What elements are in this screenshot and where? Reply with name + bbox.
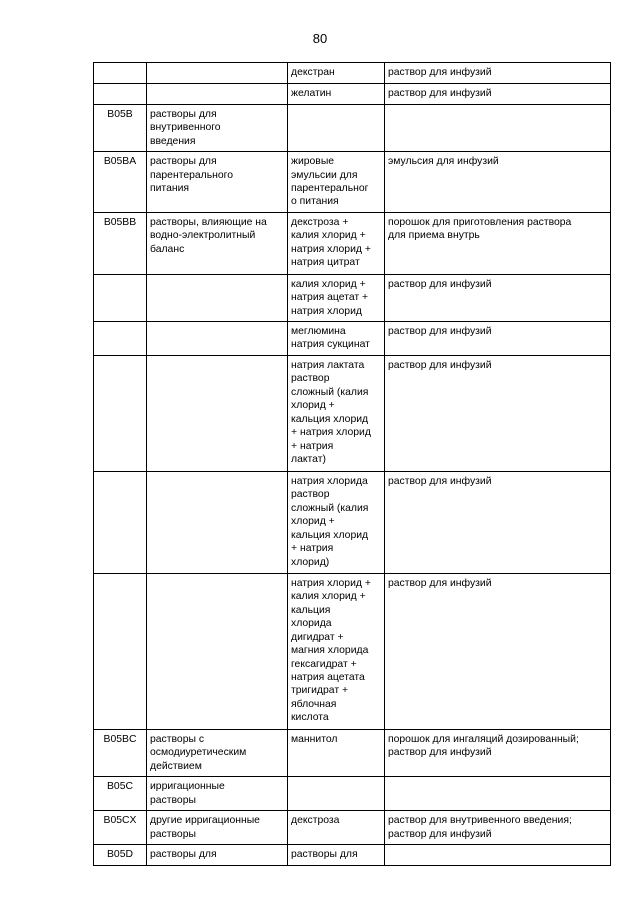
dosage-form-cell	[385, 845, 611, 865]
atc-code-cell: B05D	[94, 845, 147, 865]
atc-code-cell: B05B	[94, 105, 147, 152]
atc-code-cell: B05BA	[94, 152, 147, 213]
group-name-cell	[147, 84, 288, 105]
dosage-form-cell: раствор для инфузий	[385, 356, 611, 472]
dosage-form-cell: раствор для инфузий	[385, 84, 611, 105]
dosage-form-cell	[385, 777, 611, 811]
atc-code-cell: B05BC	[94, 730, 147, 777]
drug-classification-table	[93, 62, 611, 866]
drug-name-cell: растворы для	[288, 845, 385, 865]
drug-name-cell: желатин	[288, 84, 385, 105]
drug-name-cell: натрия хлорида раствор сложный (калия хлорид + кальция хлорид + натрия хлорид)	[288, 472, 385, 574]
table-row	[94, 472, 611, 574]
drug-name-cell: маннитол	[288, 730, 385, 777]
atc-code-cell	[94, 274, 147, 321]
group-name-cell	[147, 574, 288, 730]
dosage-form-cell: порошок для приготовления раствора для приема внутрь	[385, 212, 611, 274]
drug-name-cell: калия хлорид + натрия ацетат + натрия хлорид	[288, 274, 385, 321]
group-name-cell	[147, 356, 288, 472]
drug-name-cell: натрия хлорид + калия хлорид + кальция хлорида дигидрат + магния хлорида гексагидрат + натрия ацетата тригидрат + яблочная кислота	[288, 574, 385, 730]
table-row	[94, 777, 611, 811]
table-row	[94, 845, 611, 865]
atc-code-cell: B05BB	[94, 212, 147, 274]
drug-name-cell	[288, 105, 385, 152]
atc-code-cell	[94, 574, 147, 730]
atc-code-cell	[94, 63, 147, 84]
table-row	[94, 212, 611, 274]
dosage-form-cell: раствор для инфузий	[385, 574, 611, 730]
drug-name-cell: жировые эмульсии для парентеральног о питания	[288, 152, 385, 213]
table-row	[94, 152, 611, 213]
table-row	[94, 322, 611, 356]
drug-name-cell: меглюмина натрия сукцинат	[288, 322, 385, 356]
group-name-cell: другие ирригационные растворы	[147, 811, 288, 845]
group-name-cell: растворы для внутривенного введения	[147, 105, 288, 152]
group-name-cell: растворы с осмодиуретическим действием	[147, 730, 288, 777]
table-row	[94, 63, 611, 84]
drug-name-cell: декстроза + калия хлорид + натрия хлорид + натрия цитрат	[288, 212, 385, 274]
dosage-form-cell: раствор для инфузий	[385, 274, 611, 321]
atc-code-cell	[94, 472, 147, 574]
group-name-cell: растворы, влияющие на водно-электролитный баланс	[147, 212, 288, 274]
atc-code-cell: B05CX	[94, 811, 147, 845]
group-name-cell	[147, 63, 288, 84]
table-row	[94, 730, 611, 777]
atc-code-cell: B05C	[94, 777, 147, 811]
atc-code-cell	[94, 322, 147, 356]
group-name-cell	[147, 322, 288, 356]
atc-code-cell	[94, 84, 147, 105]
table-row	[94, 574, 611, 730]
group-name-cell: растворы для	[147, 845, 288, 865]
dosage-form-cell: раствор для инфузий	[385, 63, 611, 84]
group-name-cell: растворы для парентерального питания	[147, 152, 288, 213]
group-name-cell	[147, 472, 288, 574]
dosage-form-cell	[385, 105, 611, 152]
dosage-form-cell: раствор для внутривенного введения; раствор для инфузий	[385, 811, 611, 845]
dosage-form-cell: порошок для ингаляций дозированный; раствор для инфузий	[385, 730, 611, 777]
table-row	[94, 105, 611, 152]
group-name-cell	[147, 274, 288, 321]
dosage-form-cell: эмульсия для инфузий	[385, 152, 611, 213]
table-row	[94, 356, 611, 472]
table-row	[94, 274, 611, 321]
dosage-form-cell: раствор для инфузий	[385, 472, 611, 574]
drug-name-cell: декстроза	[288, 811, 385, 845]
table-row	[94, 84, 611, 105]
drug-name-cell: декстран	[288, 63, 385, 84]
drug-name-cell: натрия лактата раствор сложный (калия хлорид + кальция хлорид + натрия хлорид + натрия лактат)	[288, 356, 385, 472]
atc-code-cell	[94, 356, 147, 472]
page-number: 80	[312, 31, 328, 46]
group-name-cell: ирригационные растворы	[147, 777, 288, 811]
table-row	[94, 811, 611, 845]
dosage-form-cell: раствор для инфузий	[385, 322, 611, 356]
drug-name-cell	[288, 777, 385, 811]
